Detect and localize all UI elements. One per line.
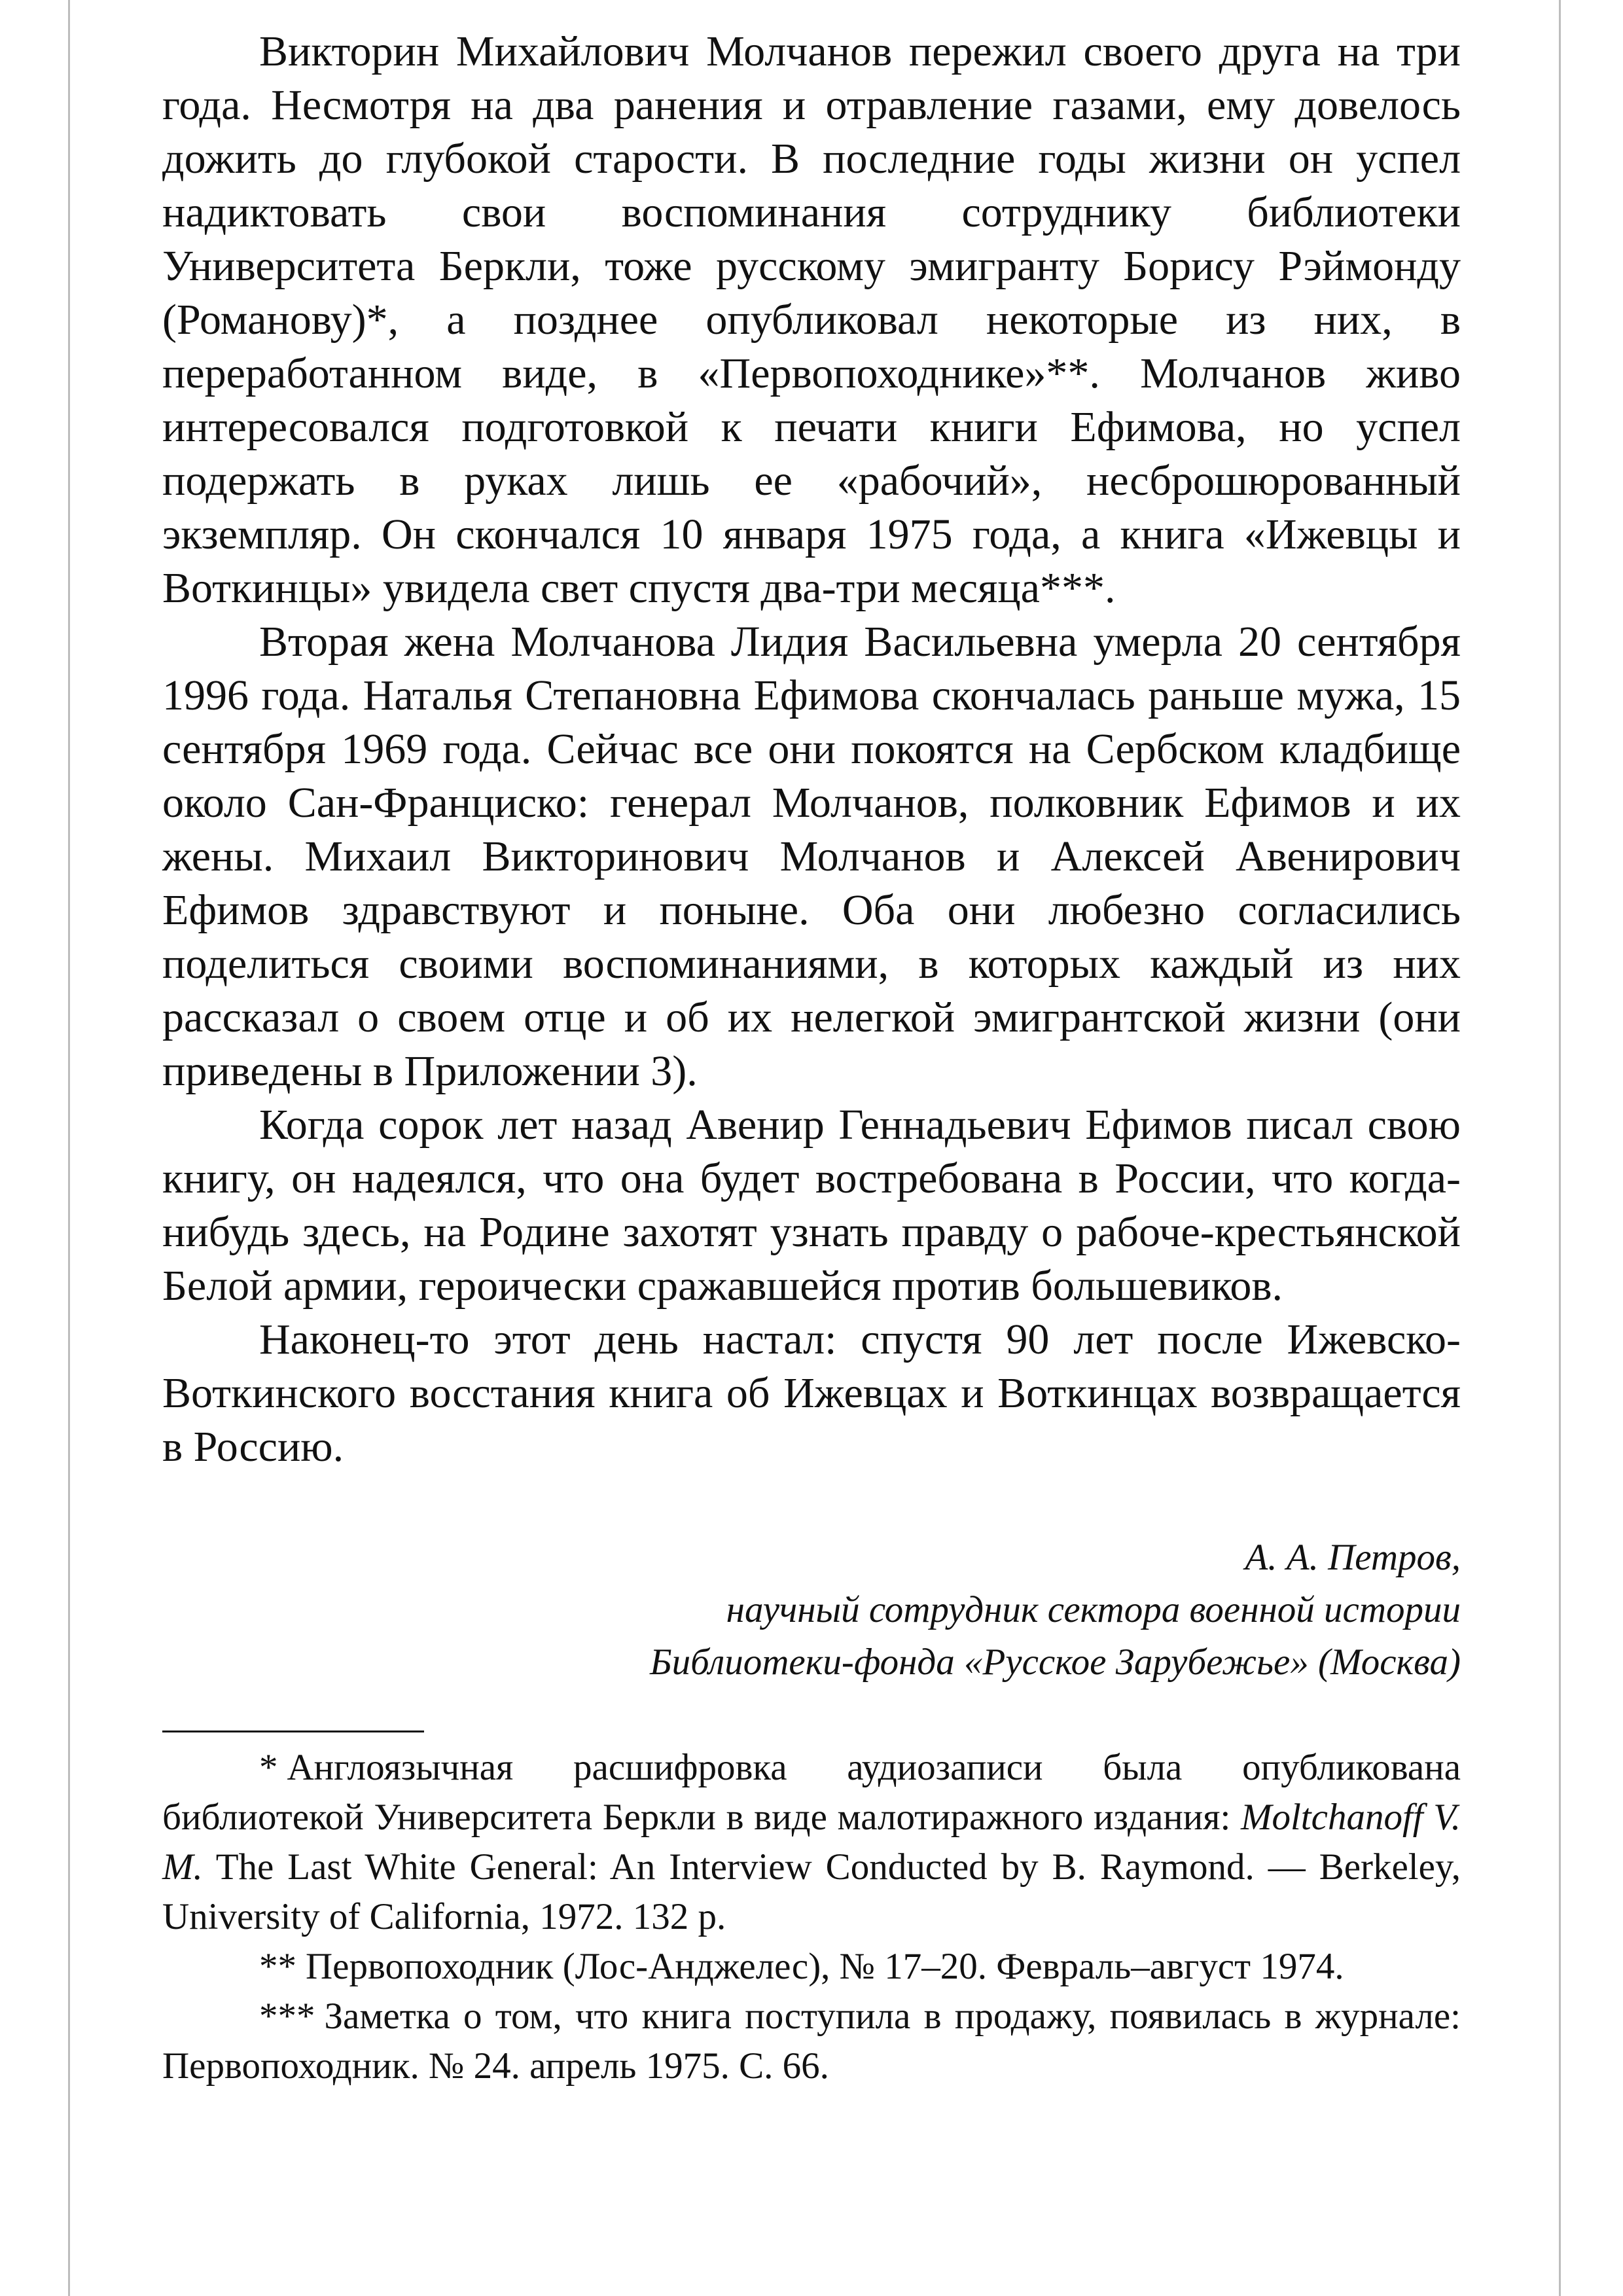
signature-organization: Библиотеки-фонда «Русское Зарубежье» (Москва) bbox=[650, 1641, 1461, 1683]
footnote-3-text: Заметка о том, что книга поступила в продажу, появилась в журнале: Первопоходник. № 24. апрель 1975. С. 66. bbox=[162, 1996, 1461, 2087]
author-signature bbox=[162, 1532, 1461, 1689]
document-body bbox=[162, 25, 1461, 2091]
footnote-2 bbox=[162, 1942, 1461, 1992]
footnote-divider bbox=[162, 1731, 424, 1732]
footnote-1-author: Moltchanoff V. M. bbox=[162, 1797, 1461, 1888]
signature-name: А. А. Петров, bbox=[1245, 1537, 1461, 1578]
paragraph-2: Вторая жена Молчанова Лидия Васильевна умерла 20 сентября 1996 года. Наталья Степановна Ефимова скончалась раньше мужа, 15 сентября 1969 года. Сейчас все они покоятся на Сербском кладбище около Сан-Франциско: генерал Молчанов, полковник Ефимов и их жены. Михаил Викторинович Молчанов и Алексей Авенирович Ефимов здравствуют и поныне. Оба они любезно согласились поделиться своими воспоминаниями, в которых каждый из них рассказал о своем отце и об их нелегкой эмигрантской жизни (они приведены в Приложении 3). bbox=[162, 618, 1461, 1095]
footnote-2-text: Первопоходник (Лос-Анджелес), № 17–20. Февраль–август 1974. bbox=[306, 1946, 1344, 1987]
footnote-1 bbox=[162, 1743, 1461, 1942]
footnote-3-mark: *** bbox=[259, 1996, 315, 2037]
footnote-1-mark: * bbox=[259, 1747, 278, 1788]
page-border-left bbox=[68, 0, 70, 2296]
footnote-1-rest: The Last White General: An Interview Conducted by B. Raymond. — Berkeley, University of California, 1972. 132 p. bbox=[162, 1846, 1461, 1937]
paragraph-4: Наконец-то этот день настал: спустя 90 лет после Ижевско-Воткинского восстания книга об Ижевцах и Воткинцах возвращается в Россию. bbox=[162, 1316, 1461, 1471]
page-border-right bbox=[1559, 0, 1561, 2296]
footnote-3 bbox=[162, 1992, 1461, 2091]
paragraph-1: Викторин Михайлович Молчанов пережил своего друга на три года. Несмотря на два ранения и отравление газами, ему довелось дожить до глубокой старости. В последние годы жизни он успел надиктовать свои воспоминания сотруднику библиотеки Университета Беркли, тоже русскому эмигранту Борису Рэймонду (Романову)*, а позднее опубликовал некоторые из них, в переработанном виде, в «Первопоходнике»**. Молчанов живо интересовался подготовкой к печати книги Ефимова, но успел подержать в руках лишь ее «рабочий», несброшюрованный экземпляр. Он скончался 10 января 1975 года, а книга «Ижевцы и Воткинцы» увидела свет спустя два-три месяца***. bbox=[162, 27, 1461, 612]
signature-position: научный сотрудник сектора военной истории bbox=[726, 1589, 1461, 1630]
footnote-1-text: Англоязычная расшифровка аудиозаписи была опубликована библиотекой Университета Беркли в виде малотиражного издания: bbox=[162, 1747, 1461, 1838]
paragraph-3: Когда сорок лет назад Авенир Геннадьевич Ефимов писал свою книгу, он надеялся, что она будет востребована в России, что когда-нибудь здесь, на Родине захотят узнать правду о рабоче-крестьянской Белой армии, героически сражавшейся против большевиков. bbox=[162, 1101, 1461, 1310]
footnote-2-mark: ** bbox=[259, 1946, 296, 1987]
